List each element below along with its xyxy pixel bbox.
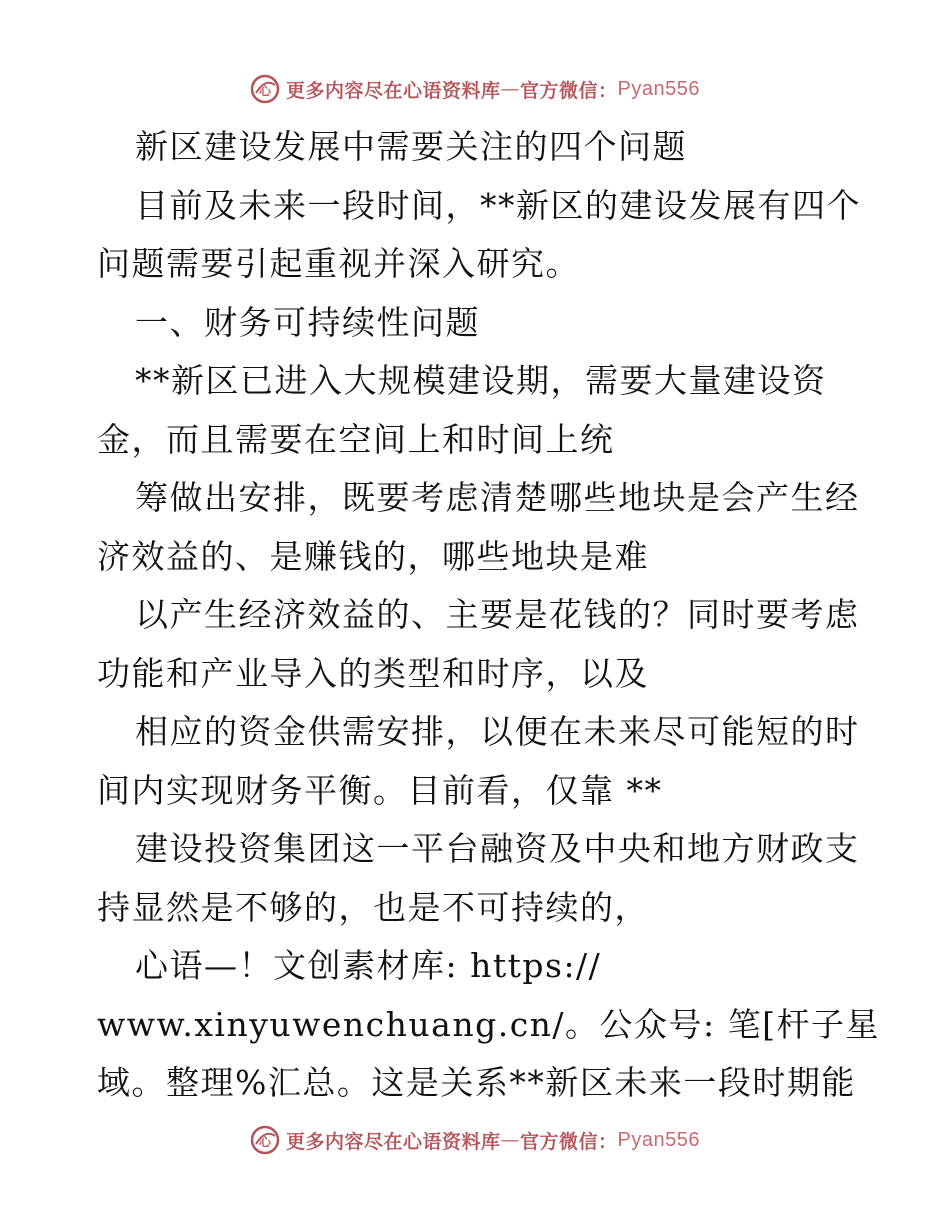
footer-watermark — [0, 1123, 950, 1157]
logo-letter: 心 — [258, 1135, 272, 1149]
watermark-separator: — — [500, 78, 521, 100]
paragraph-line: **新区已进入大规模建设期，需要大量建设资 — [135, 361, 827, 400]
doc-title: 新区建设发展中需要关注的四个问题 — [135, 127, 687, 166]
paragraph-line: 筹做出安排，既要考虑清楚哪些地块是会产生经 — [135, 478, 860, 517]
section-heading: 一、财务可持续性问题 — [135, 302, 480, 342]
paragraph-line: 问题需要引起重视并深入研究。 — [97, 244, 580, 283]
header-watermark — [0, 72, 950, 106]
watermark-main-text: 更多内容尽在心语资料库 — [286, 79, 501, 102]
paragraph-line: 域。整理%汇总。这是关系**新区未来一段时期能 — [97, 1063, 856, 1102]
logo-letter: 心 — [258, 84, 272, 98]
document-body — [97, 118, 881, 1113]
paragraph-line: 间内实现财务平衡。目前看，仅靠 ** — [97, 770, 663, 810]
paragraph-line: 持显然是不够的，也是不可持续的， — [97, 887, 649, 927]
paragraph-line: 功能和产业导入的类型和时序，以及 — [97, 653, 649, 693]
paragraph-line: 相应的资金供需安排，以便在未来尽可能短的时 — [135, 712, 860, 751]
xinyu-logo-icon — [250, 1125, 280, 1155]
watermark-separator: — — [500, 1129, 521, 1151]
xinyu-logo-icon — [250, 74, 280, 104]
paragraph-line: 济效益的、是赚钱的，哪些地块是难 — [97, 536, 649, 576]
watermark-main-text: 更多内容尽在心语资料库 — [286, 1130, 501, 1153]
watermark-wechat-handle: Pyan556 — [617, 77, 700, 100]
paragraph-line: 金，而且需要在空间上和时间上统 — [97, 419, 615, 459]
paragraph-line: 建设投资集团这一平台融资及中央和地方财政支 — [135, 829, 860, 868]
paragraph-line: 以产生经济效益的、主要是花钱的？同时要考虑 — [135, 595, 860, 634]
watermark-wechat-label: 官方微信： — [520, 1130, 618, 1153]
paragraph-line: www.xinyuwenchuang.cn/。公众号: 笔[杆子星 — [97, 1004, 881, 1044]
paragraph-line: 心语—！文创素材库: https:// — [135, 946, 602, 985]
watermark-wechat-handle: Pyan556 — [617, 1128, 700, 1151]
watermark-wechat-label: 官方微信： — [520, 79, 618, 102]
paragraph-line: 目前及未来一段时间，**新区的建设发展有四个 — [135, 185, 861, 225]
